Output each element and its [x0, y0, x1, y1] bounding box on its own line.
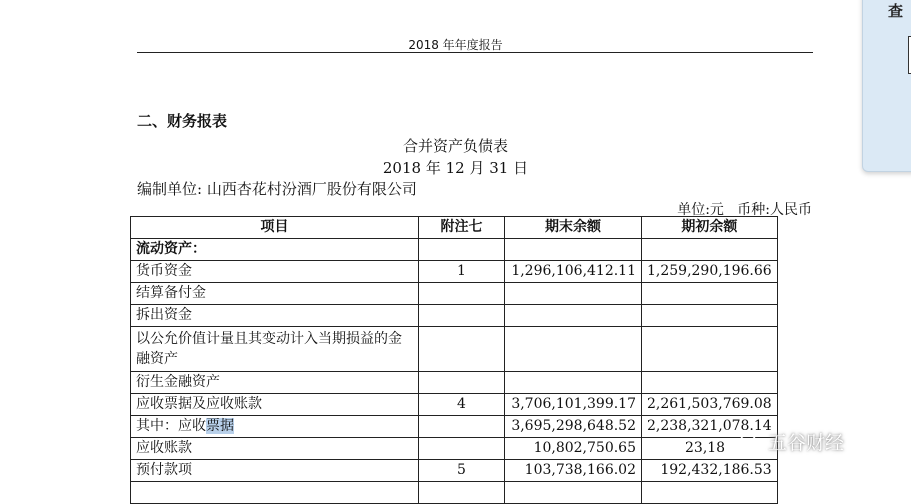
- company-label: 编制单位: 山西杏花村汾酒厂股份有限公司: [137, 180, 417, 198]
- row-item: 货币资金: [131, 261, 419, 283]
- sheet-title: 合并资产负债表: [402, 137, 508, 155]
- column-header-end-balance: 期末余额: [505, 217, 642, 239]
- row-note: [419, 327, 505, 372]
- currency-label: 币种:人民币: [737, 202, 812, 218]
- row-item: 应收账款: [131, 438, 419, 460]
- selected-text-highlight[interactable]: 票据: [206, 418, 234, 434]
- table-row: [131, 394, 778, 416]
- table-row: [131, 438, 778, 460]
- row-note: [419, 239, 505, 261]
- row-begin-balance: [642, 372, 778, 394]
- row-begin-balance: 1,259,290,196.66: [642, 261, 778, 283]
- row-end-balance: 10,802,750.65: [505, 438, 642, 460]
- row-end-balance: [505, 283, 642, 305]
- table-row: [131, 239, 778, 261]
- row-item: [131, 482, 419, 504]
- table-row: [131, 261, 778, 283]
- row-end-balance: 3,695,298,648.52: [505, 416, 642, 438]
- row-note: 5: [419, 460, 505, 482]
- unit-label: 单位:元: [677, 202, 724, 218]
- row-end-balance: [505, 482, 642, 504]
- row-end-balance: [505, 327, 642, 372]
- row-end-balance: 3,706,101,399.17: [505, 394, 642, 416]
- row-note: [419, 372, 505, 394]
- row-end-balance: [505, 239, 642, 261]
- row-item: 以公允价值计量且其变动计入当期损益的金融资产: [131, 327, 419, 372]
- row-note: [419, 305, 505, 327]
- row-item: 衍生金融资产: [131, 372, 419, 394]
- row-begin-balance: 23,18: [642, 438, 778, 460]
- row-note: [419, 438, 505, 460]
- row-item: 拆出资金: [131, 305, 419, 327]
- row-end-balance: 103,738,166.02: [505, 460, 642, 482]
- column-header-item: 项目: [131, 217, 419, 239]
- table-row: [131, 416, 778, 438]
- column-header-begin-balance: 期初余额: [642, 217, 778, 239]
- table-row: [131, 482, 778, 504]
- wechat-icon: [740, 433, 762, 451]
- row-item-prefix: 其中：应收: [136, 418, 206, 434]
- table-header-row: [131, 217, 778, 239]
- row-begin-balance: [642, 305, 778, 327]
- side-panel-label: 查: [888, 2, 904, 20]
- header-rule: [137, 52, 813, 53]
- table-row: [131, 305, 778, 327]
- table-row: [131, 283, 778, 305]
- row-note: [419, 482, 505, 504]
- row-begin-balance: 2,261,503,769.08: [642, 394, 778, 416]
- table-row: [131, 460, 778, 482]
- column-header-note: 附注七: [419, 217, 505, 239]
- row-item: 流动资产：: [131, 239, 419, 261]
- section-title: 二、财务报表: [137, 112, 228, 130]
- sheet-date: 2018 年 12 月 31 日: [382, 159, 529, 177]
- row-begin-balance: 192,432,186.53: [642, 460, 778, 482]
- table-row: [131, 372, 778, 394]
- watermark-text: 五谷财经: [768, 432, 845, 454]
- row-begin-balance: [642, 482, 778, 504]
- row-note: 4: [419, 394, 505, 416]
- page-header: 2018 年年度报告: [408, 38, 503, 52]
- row-item: 应收票据及应收账款: [131, 394, 419, 416]
- watermark: [740, 428, 844, 455]
- row-end-balance: [505, 305, 642, 327]
- row-begin-balance: [642, 327, 778, 372]
- table-row: [131, 327, 778, 372]
- balance-sheet-table: [130, 216, 778, 504]
- row-end-balance: [505, 372, 642, 394]
- row-begin-balance: 2,238,321,078.14: [642, 416, 778, 438]
- row-note: [419, 416, 505, 438]
- row-end-balance: 1,296,106,412.11: [505, 261, 642, 283]
- row-item: 预付款项: [131, 460, 419, 482]
- row-item: [131, 416, 419, 438]
- row-item: 结算备付金: [131, 283, 419, 305]
- row-begin-balance: [642, 239, 778, 261]
- row-begin-balance: [642, 283, 778, 305]
- row-note: 1: [419, 261, 505, 283]
- row-note: [419, 283, 505, 305]
